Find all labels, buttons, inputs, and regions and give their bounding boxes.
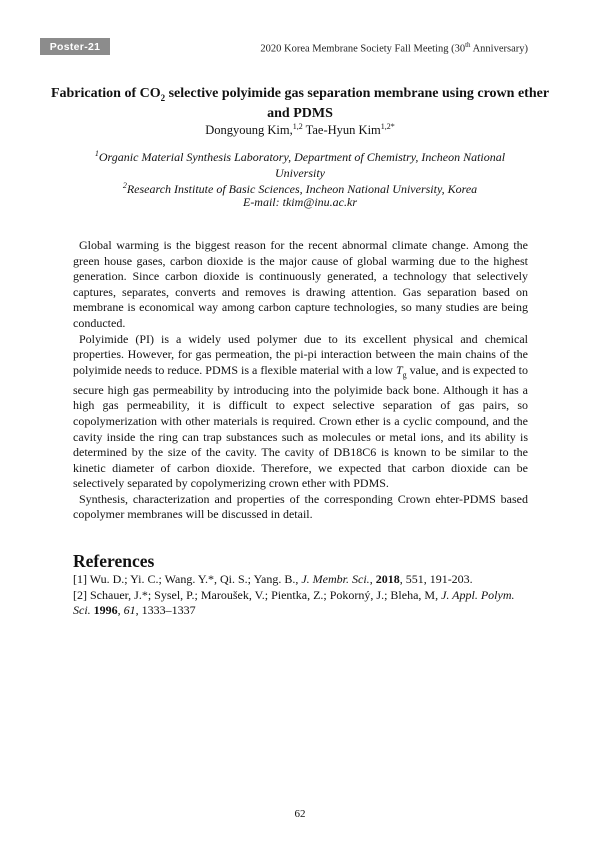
affiliation-1: $^1$Organic Material Synthesis Laboratory, Department of Chemistry, Incheon National University xyxy=(94,149,506,180)
paragraph-1: Global warming is the biggest reason for the recent abnormal climate change. Among the green house gases, carbon dioxide is the major cause of global warming due to the highest generation. Since carbon dioxide is continuously generated, a technology that selectively captures, separates, converts and removes is drawing attention. Gas separation based on membrane is economical way among carbon capture technologies, so many studies are being conducted. xyxy=(73,238,528,330)
paragraph-2: Polyimide (PI) is a widely used polymer due to its excellent physical and chemical properties. However, for gas permeation, the pi-pi interaction between the main chains of the polyimide needs to reduce. PDMS is a flexible material with a low $T_g$ value, and is expected to secure high gas permeability by introducing into the polyimide back bone. Although it has a high gas permeability, it is difficult to expect selective separation of gas pairs, so copolymerization with other materials is required. Crown ether is a cyclic compound, and the cavity inside the ring can trap substances such as molecules or metal ions, and its ability is determined by the size of the cavity. The cavity of DB18C6 is known to be similar to the kinetic diameter of carbon dioxide. Therefore, we expected that carbon dioxide can be selectively separated by copolymerizing crown ether with PDMS. xyxy=(73,331,528,491)
paragraph-3: Synthesis, characterization and properties of the corresponding Crown ehter-PDMS based copolymer membranes will be discussed in detail. xyxy=(73,491,528,522)
contact-email[interactable]: E-mail: tkim@inu.ac.kr xyxy=(242,195,357,209)
abstract-body xyxy=(73,238,528,523)
reference-1: [1] Wu. D.; Yi. C.; Wang. Y.*, Qi. S.; Yang. B., J. Membr. Sci., 2018, 551, 191-203. xyxy=(73,572,473,586)
poster-badge: Poster-21 xyxy=(40,38,110,55)
references-heading: References xyxy=(73,551,155,571)
author-list: Dongyoung Kim,$^{1,2}$ Tae-Hyun Kim$^{1,2*}$ xyxy=(205,122,395,138)
reference-list xyxy=(73,572,533,619)
page-number: 62 xyxy=(294,808,306,820)
paper-title: Fabrication of $CO_2$ selective polyimide gas separation membrane using crown ether and PDMS xyxy=(50,86,550,121)
affiliation-2: $^2$Research Institute of Basic Sciences, Incheon National University, Korea xyxy=(122,181,478,196)
conference-header: 2020 Korea Membrane Society Fall Meeting (30th Anniversary) xyxy=(260,41,528,55)
reference-2: [2] Schauer, J.*; Sysel, P.; Maroušek, V.; Pientka, Z.; Pokorný, J.; Bleha, M, J. Appl. Polym. Sci. 1996, 61, 1333–1337 xyxy=(73,587,515,617)
